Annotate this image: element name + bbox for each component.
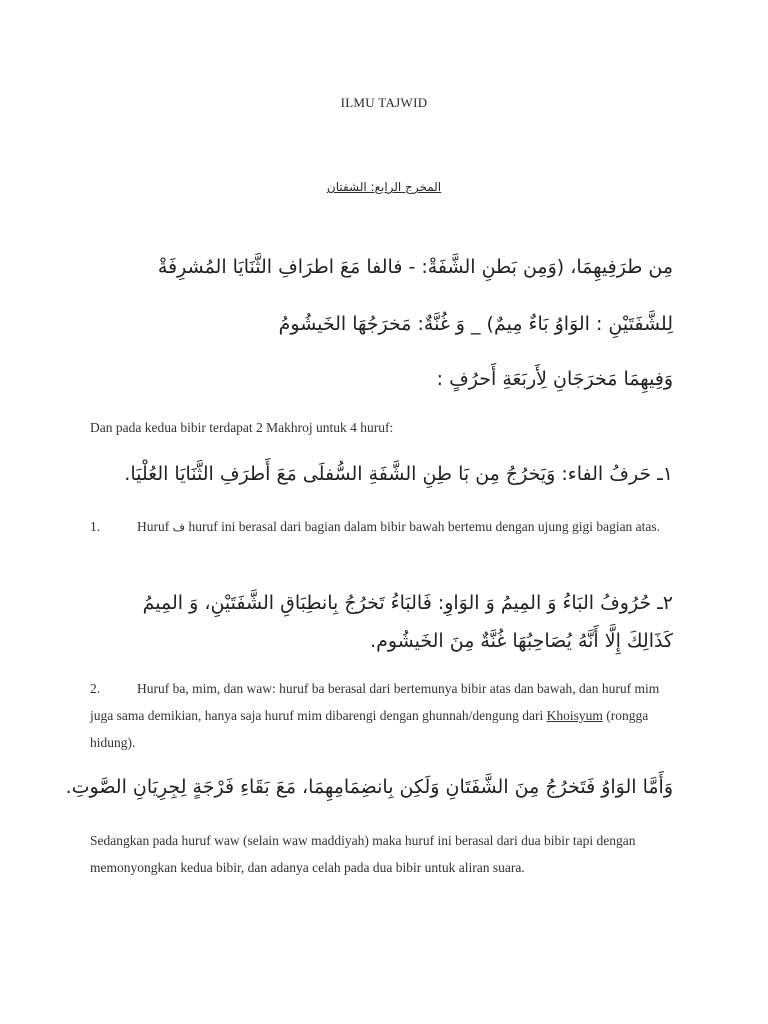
item-tail: (rongga hidung). bbox=[90, 708, 649, 750]
arabic-letter: ف bbox=[172, 520, 186, 534]
page-title: ILMU TAJWID bbox=[340, 95, 428, 110]
item-number: 2. bbox=[90, 681, 101, 696]
arabic-verse-1: مِن طرَفِيهِمَا، (وَمِن بَطنِ الشَّفَةْ: - فالفا مَعَ اطرَافِ الثَّنَايَا المُشرِفَةْ bbox=[157, 256, 673, 278]
arabic-verse-3: وَفِيهِمَا مَخرَجَانِ لِأَربَعَةِ أَحرُفٍ : bbox=[436, 368, 673, 390]
item-text: Huruf ba, mim, dan waw: huruf ba berasal dari bertemunya bibir atas dan bawah, dan huruf mim juga sama demikian, hanya saja huruf mim dibarengi dengan ghunnah/dengung dari bbox=[90, 681, 660, 723]
item-text: huruf ini berasal dari bagian dalam bibir bawah bertemu dengan ujung gigi bagian atas. bbox=[185, 519, 661, 534]
item-number: 1. bbox=[90, 519, 101, 534]
explanation-item-2 bbox=[90, 675, 680, 756]
khoisyum-term: Khoisyum bbox=[546, 708, 603, 723]
explanation-item-1 bbox=[90, 513, 680, 541]
intro-paragraph: Dan pada kedua bibir terdapat 2 Makhroj untuk 4 huruf: bbox=[90, 420, 394, 435]
item-lead: Huruf bbox=[137, 519, 170, 534]
arabic-point-3: وَأَمَّا الوَاوُ فَتَخرُجُ مِنَ الشَّفَتَانِ وَلَكِن بِانضِمَامِهِمَا، مَعَ بَقَاءِ فَرْجَةٍ لِجِرِيَانِ الصَّوتِ. bbox=[65, 776, 673, 798]
arabic-point-2: ٢ـ حُرُوفُ البَاءُ وَ المِيمُ وَ الوَاوِ: فَالبَاءُ تَخرُجُ بِانطِبَاقِ الشَّفَتَيْنِ، وَ المِيمُ كَذَالِكَ إِلَّا أَنَّهُ يُصَاحِبُهَا غُنَّةٌ مِنَ الخَيشُوم. bbox=[142, 592, 673, 652]
section-subtitle: المخرج الرابع: الشفتان bbox=[326, 180, 442, 194]
closing-paragraph: Sedangkan pada huruf waw (selain waw maddiyah) maka huruf ini berasal dari dua bibir tapi dengan memonyongkan kedua bibir, dan adanya celah pada dua bibir untuk aliran suara. bbox=[90, 833, 636, 875]
arabic-point-1: ١ـ حَرفُ الفاء: وَيَخرُجُ مِن بَا طِنِ الشَّفَةِ السُّفلَى مَعَ أَطرَفِ الثَّنَايَا العُلْيَا. bbox=[124, 463, 673, 485]
arabic-verse-2: لِلشَّفَتَيْنِ : الوَاوُ بَاءٌ مِيمٌ) _ وَ غُنَّةٌ: مَخرَجُهَا الخَيشُومُ bbox=[278, 313, 673, 335]
